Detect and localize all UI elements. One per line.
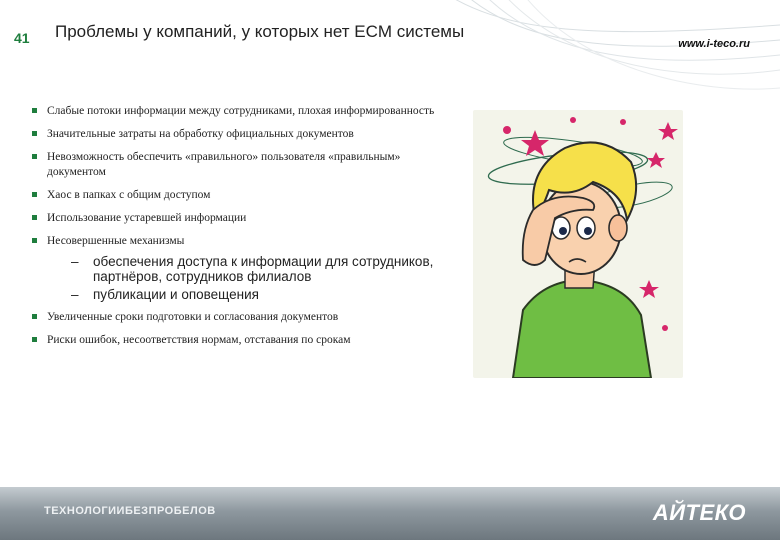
bullet-square-icon: [32, 238, 37, 243]
list-item: Увеличенные сроки подготовки и согласования документов: [30, 310, 450, 325]
bullet-square-icon: [32, 108, 37, 113]
slide-number: 41: [14, 30, 30, 46]
bullet-square-icon: [32, 154, 37, 159]
list-item: Риски ошибок, несоответствия нормам, отставания по срокам: [30, 333, 450, 348]
confused-boy-illustration: [473, 110, 683, 378]
sub-list-item: – публикации и оповещения: [71, 287, 259, 302]
bullet-square-icon: [32, 215, 37, 220]
list-item: Несовершенные механизмы – обеспечения доступа к информации для сотрудников, партнёров, сотрудников филиалов – публикации и оповещения: [30, 234, 450, 302]
bullet-square-icon: [32, 337, 37, 342]
slide-title: Проблемы у компаний, у которых нет ECM системы: [55, 22, 465, 41]
list-item: Слабые потоки информации между сотрудниками, плохая информированность: [30, 104, 450, 119]
bullet-square-icon: [32, 192, 37, 197]
problem-list: [30, 104, 450, 356]
company-logo: АЙТЕКО: [652, 500, 746, 525]
list-item: Использование устаревшей информации: [30, 211, 450, 226]
list-item: Хаос в папках с общим доступом: [30, 188, 450, 203]
bullet-square-icon: [32, 314, 37, 319]
bullet-square-icon: [32, 131, 37, 136]
sub-list: [47, 254, 450, 302]
sub-list-item: – обеспечения доступа к информации для сотрудников, партнёров, сотрудников филиалов: [71, 254, 434, 284]
list-item: Значительные затраты на обработку официальных документов: [30, 127, 450, 142]
list-item: Невозможность обеспечить «правильного» пользователя «правильным» документом: [30, 150, 450, 180]
website-url: www.i-teco.ru: [678, 38, 750, 50]
footer-tagline: ТЕХНОЛОГИИБЕЗПРОБЕЛОВ: [44, 505, 216, 517]
